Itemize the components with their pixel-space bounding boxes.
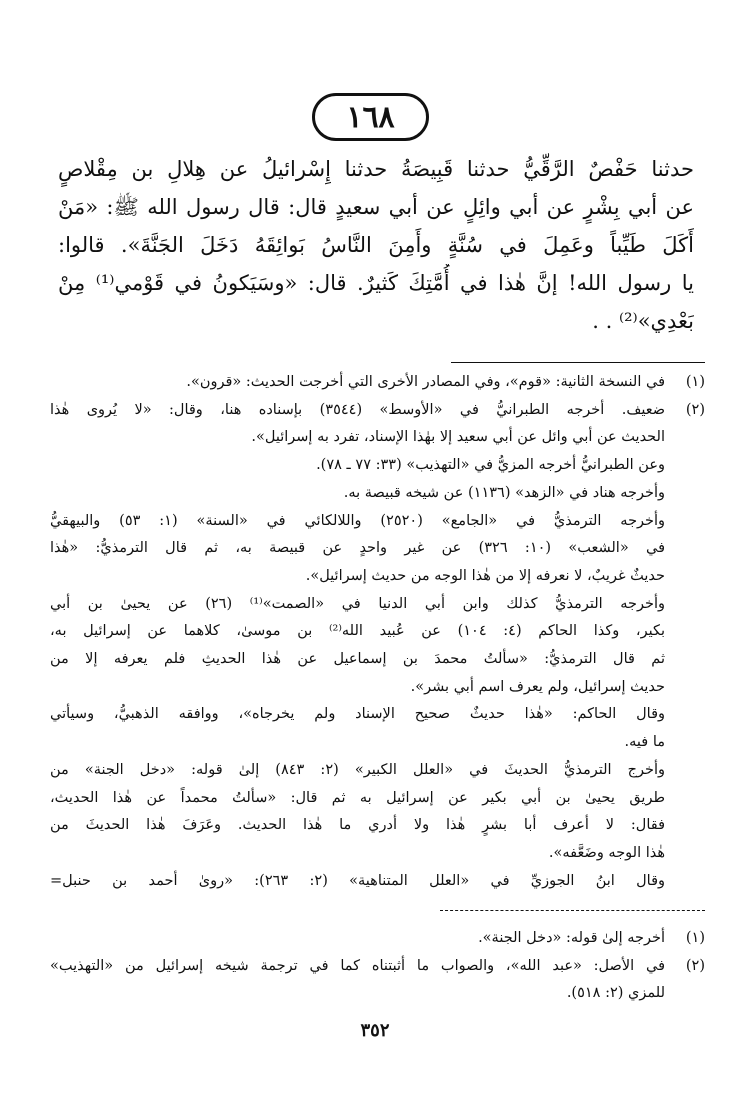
- sub-footnotes: [50, 925, 705, 1008]
- footnote-line: وأخرجه هناد في «الزهد» (١١٣٦) عن شيخه قبيصة به.: [343, 484, 665, 501]
- footnote-line: في «الشعب» (١٠: ٣٢٦) عن غير واحدٍ عن قبيصة به، ثم قال الترمذيُّ: «هٰذا: [50, 540, 665, 557]
- sub-footnote: [50, 953, 705, 1008]
- footnote-line: وأخرجه الترمذيُّ في «الجامع» (٢٥٢٠) واللالكائي في «السنة» (١: ٥٣) والبيهقيُّ: [50, 512, 665, 529]
- footnote-line: حديث إسرائيل، ولم يعرف اسم أبي بشر».: [410, 678, 665, 695]
- footnote-line: فقال: لا أعرف أبا بشرٍ هٰذا ولا أدري ما هٰذا الحديث. وعَرَفَ هٰذا الحديثَ من: [50, 817, 665, 834]
- footnote-line: هٰذا الوجه وضَعَّفه».: [548, 844, 665, 861]
- page-number: ٣٥٢: [360, 1020, 390, 1041]
- footnote-marker: (٢): [685, 401, 705, 418]
- footnote-line: وأخرجه الترمذيُّ كذلك وابن أبي الدنيا في «الصمت»⁽¹⁾ (٢٦) عن يحيىٰ بن أبي: [50, 595, 665, 612]
- hadith-number: ١٦٨: [346, 99, 395, 135]
- footnote-line: وعن الطبرانيُّ أخرجه المزيُّ في «التهذيب» (٣٣: ٧٧ ـ ٧٨).: [316, 457, 665, 474]
- hadith-text-line: عن أبي بِشْرٍ عن أبي وائِلٍ عن أبي سعيدٍ قال: قال رسول الله ﷺ: «مَنْ: [58, 195, 694, 219]
- footnote: [50, 369, 705, 397]
- footnote-marker: (١): [685, 374, 705, 390]
- footnote-line: في الأصل: «عبد الله»، والصواب ما أثبتناه كما في ترجمة شيخه إسرائيل من «التهذيب»: [50, 957, 665, 974]
- footnote-line: وقال الحاكم: «هٰذا حديثٌ صحيح الإسناد ولم يخرجاه»، ووافقه الذهبيُّ، وسيأتي: [50, 706, 665, 723]
- footnote-line: في النسخة الثانية: «قوم»، وفي المصادر الأخرى التي أخرجت الحديث: «قرون».: [186, 374, 665, 390]
- footnote-marker: (٢): [685, 957, 705, 974]
- footnote-marker: (١): [685, 930, 705, 946]
- footnote-line: طريق يحيىٰ بن أبي بكير عن إسرائيل به ثم قال: «سألتُ محمداً عن هٰذا الحديث،: [50, 789, 665, 806]
- footnote-separator: [451, 362, 705, 363]
- footnotes: [50, 369, 705, 895]
- footnote-line: وأخرج الترمذيُّ الحديثَ في «العلل الكبير» (٢: ٨٤٣) إلىٰ قوله: «دخل الجنة» من: [50, 761, 665, 778]
- footnote-line: الحديث عن أبي وائل عن أبي سعيد إلا بهٰذا الإسناد، تفرد به إسرائيل».: [251, 429, 665, 446]
- footnote-line: بكير، وكذا الحاكم (٤: ١٠٤) عن عُبيد الله⁽²⁾ بن موسىٰ، كلاهما عن إسرائيل به،: [50, 623, 665, 640]
- footnote-line: ثم قال الترمذيُّ: «سألتُ محمدَ بن إسماعيل عن هٰذا الحديثِ فلم يعرفه إلا من: [50, 651, 665, 668]
- footnote-line: حديثٌ غريبٌ، لا نعرفه إلا من هٰذا الوجه من حديث إسرائيل».: [305, 567, 665, 584]
- footnote-line: ما فيه.: [624, 734, 665, 751]
- footnote-line: أخرجه إلىٰ قوله: «دخل الجنة».: [478, 930, 665, 946]
- hadith-text-line: حدثنا حَفْصٌ الرَّقِّيُّ حدثنا قَبِيصَةُ حدثنا إِسْرائيلُ عن هِلالِ بن مِقْلاصٍ: [58, 157, 694, 181]
- hadith-text: [58, 150, 694, 340]
- hadith-text-line: أَكَلَ طَيِّباً وعَمِلَ في سُنَّةٍ وأَمِنَ النَّاسُ بَوائِقَهُ دَخَلَ الجَنَّةَ». قالوا:: [58, 233, 694, 257]
- hadith-number-badge: [312, 93, 429, 141]
- footnote-line: للمزي (٢: ٥١٨).: [566, 985, 665, 1002]
- footnote-line: ضعيف. أخرجه الطبرانيُّ في «الأوسط» (٣٥٤٤) بإسناده هنا، وقال: «لا يُروى هٰذا: [50, 401, 665, 418]
- hadith-text-line: يا رسول الله! إنَّ هٰذا في أُمَّتِكَ كَثيرٌ. قال: «وسَيَكونُ في قَوْمي⁽¹⁾ مِنْ: [58, 271, 694, 295]
- footnote-line: وقال ابنُ الجوزيِّ في «العلل المتناهية» (٢: ٢٦٣): «روىٰ أحمد بن حنبل=: [50, 872, 665, 889]
- footnote: [50, 397, 705, 896]
- hadith-text-line: بَعْدِي»⁽²⁾ . .: [592, 309, 694, 333]
- sub-footnote: [50, 925, 705, 953]
- sub-footnote-separator: [440, 910, 705, 911]
